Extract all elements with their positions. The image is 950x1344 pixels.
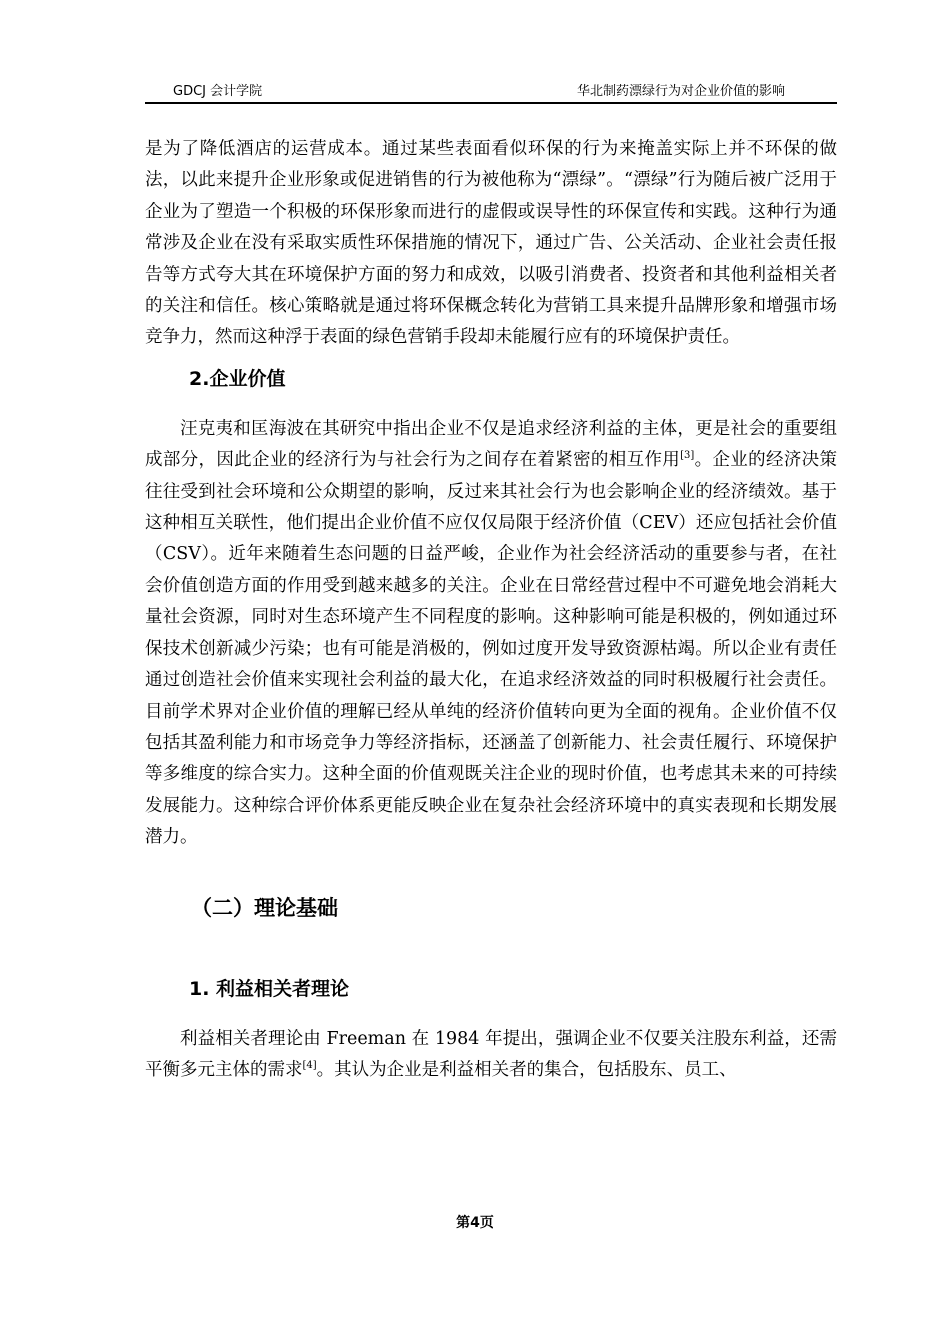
paragraph-stakeholder: [145, 1024, 837, 1087]
heading-theory-basis: （二）理论基础: [191, 895, 338, 920]
paragraph-text: 。其认为企业是利益相关者的集合，包括股东、员工、: [316, 1059, 737, 1080]
citation-ref: [4]: [302, 1060, 317, 1072]
heading-stakeholder-theory: 1. 利益相关者理论: [189, 977, 350, 1000]
page-number: 第4页: [456, 1215, 494, 1231]
header-school: GDCJ 会计学院: [173, 84, 263, 99]
page-header: [145, 78, 837, 104]
citation-ref: [3]: [680, 450, 695, 462]
paragraph-text: 利益相关者理论由 Freeman 在 1984 年提出，强调企业不仅要关注股东利益，还需平衡多元主体的需求: [145, 1028, 837, 1080]
header-title: 华北制药漂绿行为对企业价值的影响: [576, 84, 785, 99]
paragraph-enterprise-value: [145, 414, 837, 854]
paragraph-text: 。企业的经济决策往往受到社会环境和公众期望的影响，反过来其社会行为也会影响企业的经济绩效。基于这种相互关联性，他们提出企业价值不应仅仅局限于经济价值（CEV）还应包括社会价值（CSV）。近年来随着生态问题的日益严峻，企业作为社会经济活动的重要参与者，在社会价值创造方面的作用受到越来越多的关注。企业在日常经营过程中不可避免地会消耗大量社会资源，同时对生态环境产生不同程度的影响。这种影响可能是积极的，例如通过环保技术创新减少污染；也有可能是消极的，例如过度开发导致资源枯竭。所以企业有责任通过创造社会价值来实现社会利益的最大化，在追求经济效益的同时积极履行社会责任。目前学术界对企业价值的理解已经从单纯的经济价值转向更为全面的视角。企业价值不仅包括其盈利能力和市场竞争力等经济指标，还涵盖了创新能力、社会责任履行、环境保护等多维度的综合实力。这种全面的价值观既关注企业的现时价值，也考虑其未来的可持续发展能力。这种综合评价体系更能反映企业在复杂社会经济环境中的真实表现和长期发展潜力。: [145, 450, 837, 848]
page-body: [145, 134, 837, 1086]
heading-enterprise-value: 2.企业价值: [189, 367, 286, 390]
paragraph-greenwashing: 是为了降低酒店的运营成本。通过某些表面看似环保的行为来掩盖实际上并不环保的做法，以此来提升企业形象或促进销售的行为被他称为“漂绿”。“漂绿”行为随后被广泛用于企业为了塑造一个积极的环保形象而进行的虚假或误导性的环保宣传和实践。这种行为通常涉及企业在没有采取实质性环保措施的情况下，通过广告、公关活动、企业社会责任报告等方式夸大其在环境保护方面的努力和成效，以吸引消费者、投资者和其他利益相关者的关注和信任。核心策略就是通过将环保概念转化为营销工具来提升品牌形象和增强市场竞争力，然而这种浮于表面的绿色营销手段却未能履行应有的环境保护责任。: [145, 139, 837, 348]
paragraph-text: 汪克夷和匡海波在其研究中指出企业不仅是追求经济利益的主体，更是社会的重要组成部分，因此企业的经济行为与社会行为之间存在着紧密的相互作用: [145, 418, 837, 471]
